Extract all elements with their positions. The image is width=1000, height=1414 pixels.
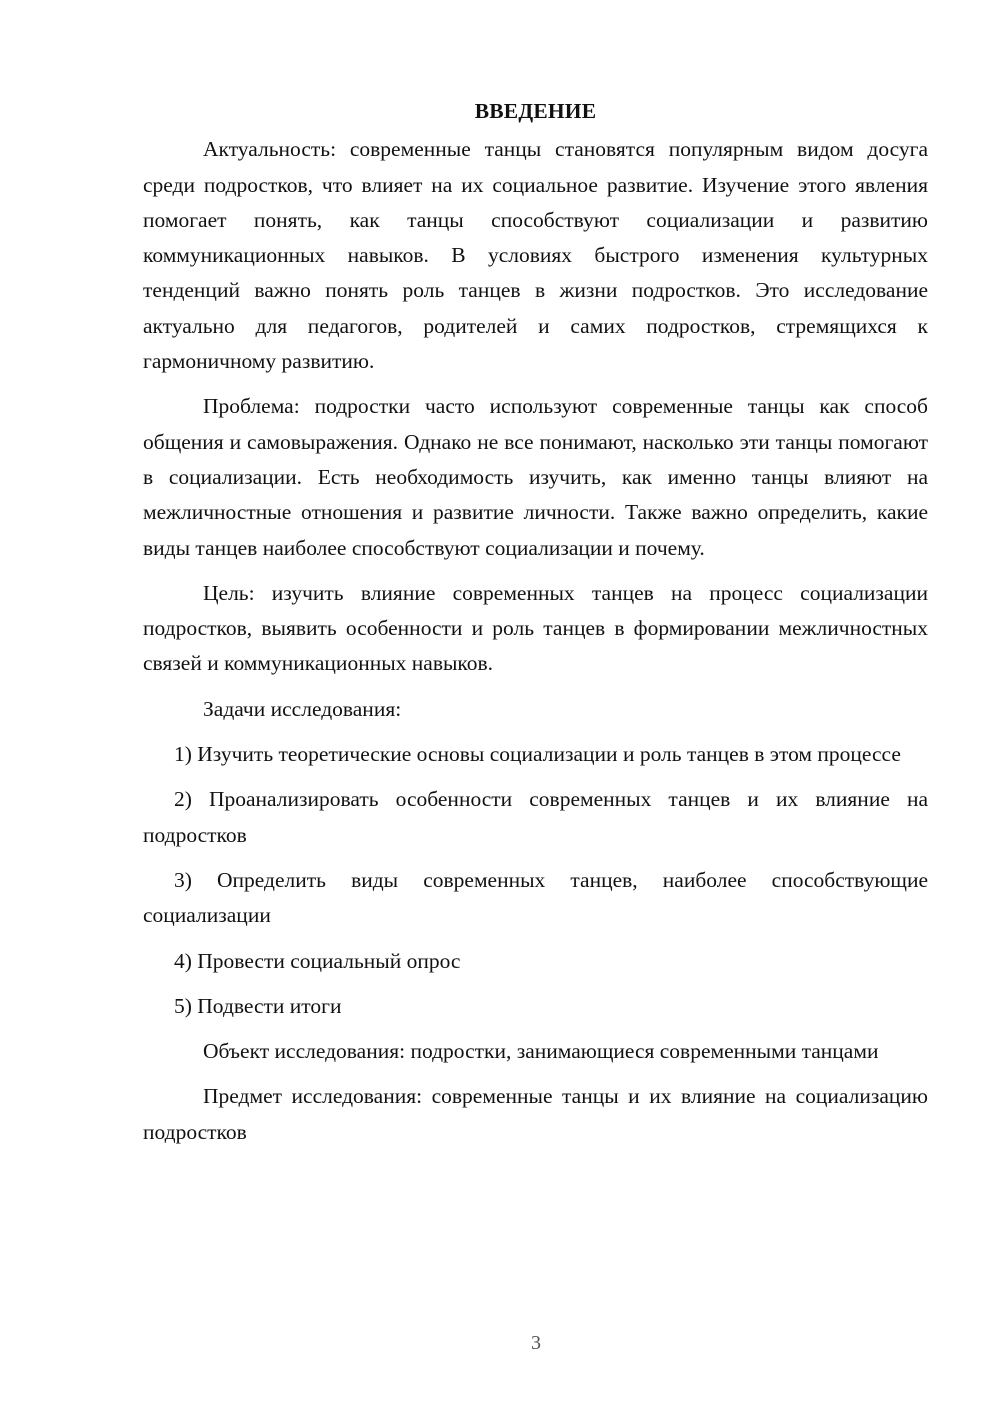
subject-paragraph: Предмет исследования: современные танцы и их влияние на социализацию подростков [143,1084,928,1144]
task-item-4: 4) Провести социальный опрос [174,948,461,973]
tasks-heading: Задачи исследования: [203,696,402,721]
task-item-1: 1) Изучить теоретические основы социализации и роль танцев в этом процессе [174,742,901,767]
relevance-paragraph: Актуальность: современные танцы становятся популярным видом досуга среди подростков, что влияет на их социальное развитие. Изучение этого явления помогает понять, как танцы способствуют социализации и развитию коммуникационных навыков. В условиях быстрого изменения культурных тенденций важно понять роль танцев в жизни подростков. Это исследование актуально для педагогов, родителей и самих подростков, стремящихся к гармоничному развитию. [143,137,928,374]
problem-paragraph: Проблема: подростки часто используют современные танцы как способ общения и самовыражения. Однако не все понимают, насколько эти танцы помогают в социализации. Есть необходимость изучить, как именно танцы влияют на межличностные отношения и развитие личности. Также важно определить, какие виды танцев наиболее способствуют социализации и почему. [143,394,928,560]
task-item-3: 3) Определить виды современных танцев, наиболее способствующие социализации [143,867,928,928]
page-content [143,94,928,1150]
goal-paragraph: Цель: изучить влияние современных танцев на процесс социализации подростков, выявить особенности и роль танцев в формировании межличностных связей и коммуникационных навыков. [143,580,928,676]
task-item-2: 2) Проанализировать особенности современных танцев и их влияние на подростков [143,787,928,847]
task-item-5: 5) Подвести итоги [174,993,342,1018]
section-title: ВВЕДЕНИЕ [474,99,597,123]
object-paragraph: Объект исследования: подростки, занимающиеся современными танцами [203,1039,879,1064]
page-number: 3 [531,1332,541,1354]
